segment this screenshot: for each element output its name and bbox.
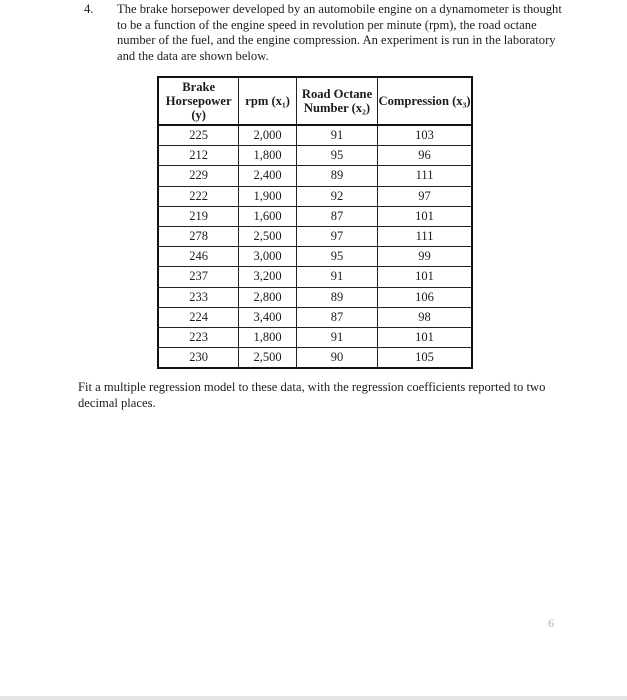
cell-y: 233 xyxy=(158,287,239,307)
cell-x3: 99 xyxy=(378,247,472,267)
cell-x3: 101 xyxy=(378,327,472,347)
cell-x1: 2,500 xyxy=(239,226,297,246)
cell-x1: 1,800 xyxy=(239,146,297,166)
cell-y: 224 xyxy=(158,307,239,327)
cell-x1: 1,900 xyxy=(239,186,297,206)
cell-x1: 3,400 xyxy=(239,307,297,327)
cell-x3: 97 xyxy=(378,186,472,206)
cell-x1: 2,000 xyxy=(239,125,297,146)
table-row xyxy=(158,307,472,327)
table-row xyxy=(158,287,472,307)
table-row xyxy=(158,348,472,369)
table-row xyxy=(158,125,472,146)
cell-x1: 1,600 xyxy=(239,206,297,226)
header-brake-horsepower: Brake Horsepower (y) xyxy=(158,77,239,125)
problem-text: The brake horsepower developed by an automobile engine on a dynamometer is thought to be a function of the engine speed in revolution per minute (rpm), the road octane number of the fuel, and the engine compression. An experiment is run in the laboratory and the data are shown below. xyxy=(117,2,562,63)
table-row xyxy=(158,327,472,347)
table-row xyxy=(158,247,472,267)
cell-x2: 89 xyxy=(296,166,377,186)
cell-x2: 90 xyxy=(296,348,377,369)
cell-x1: 1,800 xyxy=(239,327,297,347)
cell-x2: 91 xyxy=(296,327,377,347)
data-table xyxy=(157,76,473,369)
table-row xyxy=(158,146,472,166)
cell-x1: 2,400 xyxy=(239,166,297,186)
page-number: 6 xyxy=(548,616,554,630)
cell-x2: 97 xyxy=(296,226,377,246)
cell-x3: 111 xyxy=(378,166,472,186)
cell-x2: 95 xyxy=(296,146,377,166)
cell-x1: 2,500 xyxy=(239,348,297,369)
cell-x1: 2,800 xyxy=(239,287,297,307)
cell-x3: 101 xyxy=(378,267,472,287)
table-row xyxy=(158,186,472,206)
table-row xyxy=(158,166,472,186)
cell-x3: 111 xyxy=(378,226,472,246)
cell-y: 278 xyxy=(158,226,239,246)
cell-x2: 95 xyxy=(296,247,377,267)
header-road-octane: Road Octane Number (x₂) xyxy=(296,77,377,125)
cell-x3: 106 xyxy=(378,287,472,307)
problem-number: 4. xyxy=(84,2,94,16)
cell-x2: 91 xyxy=(296,125,377,146)
table-row xyxy=(158,267,472,287)
table-row xyxy=(158,226,472,246)
cell-x3: 98 xyxy=(378,307,472,327)
cell-x2: 89 xyxy=(296,287,377,307)
table-row xyxy=(158,206,472,226)
cell-y: 237 xyxy=(158,267,239,287)
header-rpm: rpm (x₁) xyxy=(239,77,297,125)
table-header-row xyxy=(158,77,472,125)
page-bottom-border xyxy=(0,696,627,700)
cell-x3: 96 xyxy=(378,146,472,166)
cell-x1: 3,200 xyxy=(239,267,297,287)
cell-x3: 105 xyxy=(378,348,472,369)
cell-x2: 92 xyxy=(296,186,377,206)
cell-x3: 103 xyxy=(378,125,472,146)
cell-y: 229 xyxy=(158,166,239,186)
cell-x2: 87 xyxy=(296,206,377,226)
cell-x1: 3,000 xyxy=(239,247,297,267)
cell-x3: 101 xyxy=(378,206,472,226)
header-compression: Compression (x₃) xyxy=(378,77,472,125)
cell-x2: 87 xyxy=(296,307,377,327)
problem-statement xyxy=(84,2,566,64)
cell-y: 222 xyxy=(158,186,239,206)
instruction-text: Fit a multiple regression model to these data, with the regression coefficients reported to two decimal places. xyxy=(78,380,546,410)
cell-y: 246 xyxy=(158,247,239,267)
cell-x2: 91 xyxy=(296,267,377,287)
cell-y: 212 xyxy=(158,146,239,166)
cell-y: 225 xyxy=(158,125,239,146)
cell-y: 230 xyxy=(158,348,239,369)
cell-y: 223 xyxy=(158,327,239,347)
cell-y: 219 xyxy=(158,206,239,226)
